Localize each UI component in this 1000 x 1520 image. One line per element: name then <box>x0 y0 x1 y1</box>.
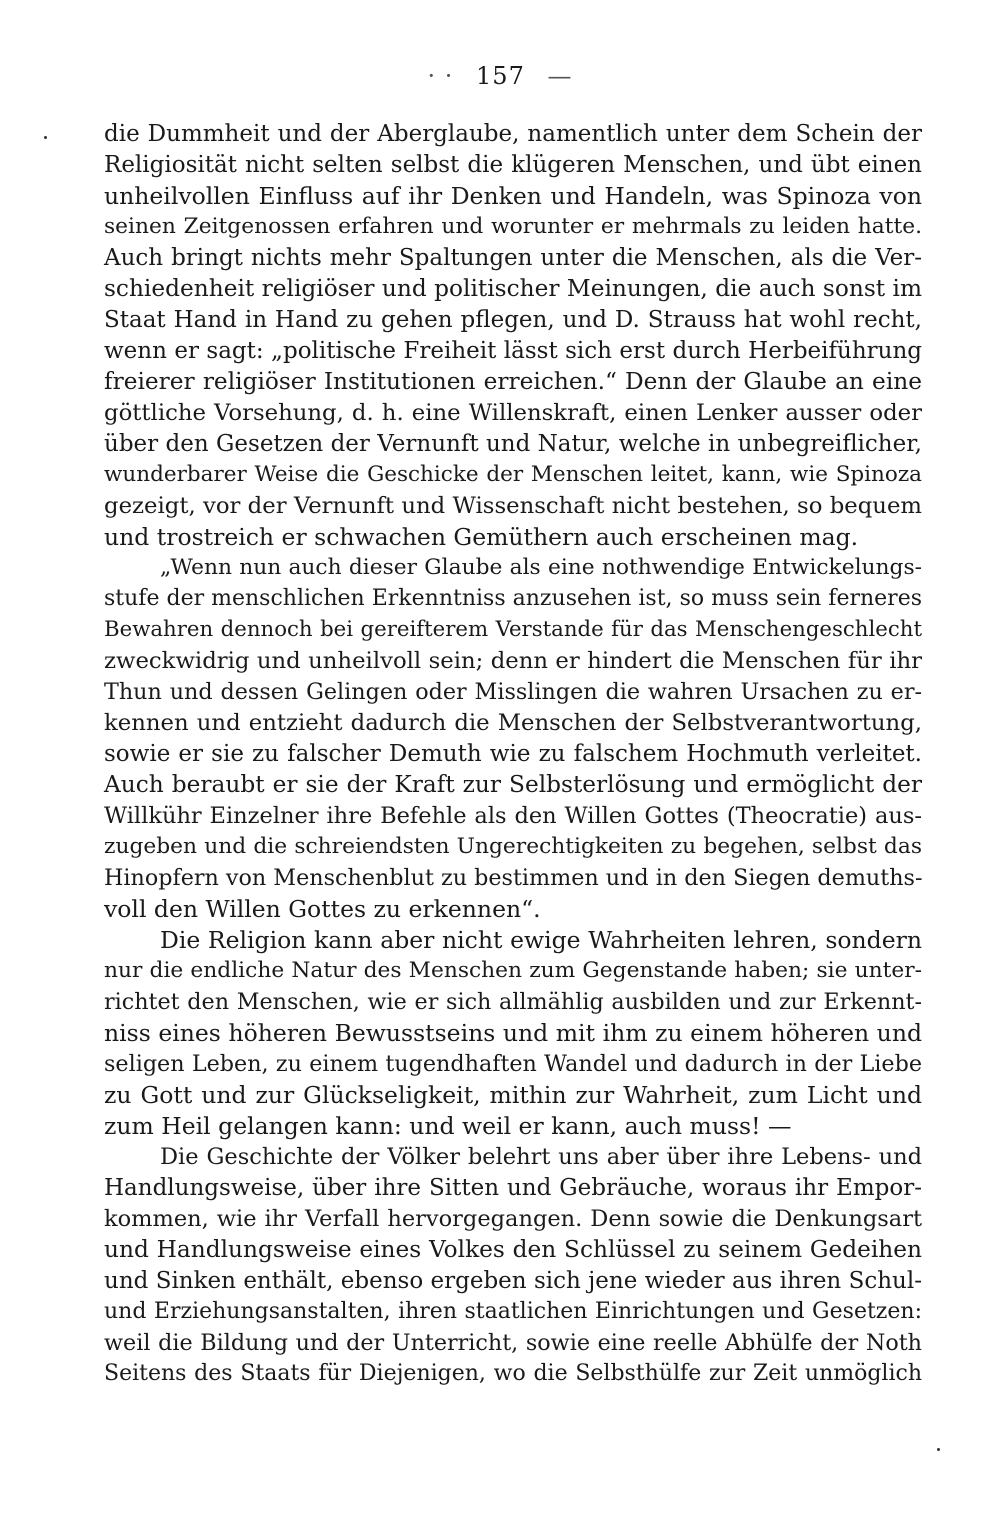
text-line: „Wenn nun auch dieser Glaube als eine nothwendige Entwickelungs- <box>160 555 922 580</box>
text-line: seligen Leben, zu einem tugendhaften Wandel und dadurch in der Liebe <box>104 1051 922 1077</box>
text-line: die Dummheit und der Aberglaube, namentlich unter dem Schein der <box>104 121 922 147</box>
text-line: und Erziehungsanstalten, ihren staatlichen Einrichtungen und Gesetzen: <box>104 1299 922 1324</box>
text-line: voll den Willen Gottes zu erkennen“. <box>104 895 541 923</box>
text-line: Seitens des Staats für Diejenigen, wo die Selbsthülfe zur Zeit unmöglich <box>104 1361 922 1386</box>
text-line: nur die endliche Natur des Menschen zum Gegenstande haben; sie unter- <box>104 958 922 983</box>
scan-speck <box>44 136 47 139</box>
text-line: Handlungsweise, über ihre Sitten und Gebräuche, woraus ihr Empor- <box>104 1175 922 1201</box>
text-line: unheilvollen Einfluss auf ihr Denken und Handeln, was Spinoza von <box>104 182 922 210</box>
header-dash-left: · · <box>427 62 454 90</box>
text-line: über den Gesetzen der Vernunft und Natur, welche in unbegreiflicher, <box>104 431 922 457</box>
text-line: Hinopfern von Menschenblut zu bestimmen und in den Siegen demuths- <box>104 865 923 891</box>
text-line: zu Gott und zur Glückseligkeit, mithin zur Wahrheit, zum Licht und <box>104 1081 922 1109</box>
text-line: zum Heil gelangen kann: und weil er kann, auch muss! — <box>104 1112 792 1140</box>
text-line: und Sinken enthält, ebenso ergeben sich jene wieder aus ihren Schul- <box>104 1268 922 1294</box>
text-line: Willkühr Einzelner ihre Befehle als den Willen Gottes (Theocratie) aus- <box>104 803 922 829</box>
text-line: Thun und dessen Gelingen oder Misslingen die wahren Ursachen zu er- <box>104 679 922 705</box>
text-line: Staat Hand in Hand zu gehen pflegen, und D. Strauss hat wohl recht, <box>104 307 922 333</box>
text-line: kennen und entzieht dadurch die Menschen der Selbstverantwortung, <box>104 710 922 736</box>
text-line: Die Geschichte der Völker belehrt uns aber über ihre Lebens- und <box>160 1144 922 1170</box>
text-line: wenn er sagt: „politische Freiheit lässt sich erst durch Herbeiführung <box>104 338 922 364</box>
text-line: freierer religiöser Institutionen erreichen.“ Denn der Glaube an eine <box>104 368 922 395</box>
text-line: Die Religion kann aber nicht ewige Wahrheiten lehren, sondern <box>160 926 922 954</box>
text-line: zweckwidrig und unheilvoll sein; denn er hindert die Menschen für ihr <box>104 648 922 674</box>
text-line: zugeben und die schreiendsten Ungerechtigkeiten zu begehen, selbst das <box>104 834 922 859</box>
text-line: Religiosität nicht selten selbst die klügeren Menschen, und übt einen <box>104 152 922 178</box>
text-line: Auch bringt nichts mehr Spaltungen unter die Menschen, als die Ver- <box>104 245 922 271</box>
scan-speck <box>937 1448 940 1451</box>
page-number: 157 <box>476 62 525 90</box>
text-line: göttliche Vorsehung, d. h. eine Willenskraft, einen Lenker ausser oder <box>104 400 922 426</box>
text-line: gezeigt, vor der Vernunft und Wissenschaft nicht bestehen, so bequem <box>104 493 922 519</box>
text-line: seinen Zeitgenossen erfahren und worunter er mehrmals zu leiden hatte. <box>104 214 922 239</box>
text-line: niss eines höheren Bewusstseins und mit ihm zu einem höheren und <box>104 1019 922 1047</box>
text-line: stufe der menschlichen Erkenntniss anzusehen ist, so muss sein ferneres <box>104 586 922 611</box>
text-line: richtet den Menschen, wie er sich allmählig ausbilden und zur Erkennt- <box>104 989 922 1015</box>
text-line: Bewahren dennoch bei gereifterem Verstande für das Menschengeschlecht <box>104 617 922 642</box>
header-dash-right: — <box>547 62 573 90</box>
text-line: sowie er sie zu falscher Demuth wie zu falschem Hochmuth verleitet. <box>104 741 922 767</box>
text-line: Auch beraubt er sie der Kraft zur Selbsterlösung und ermöglicht der <box>104 771 922 798</box>
text-line: wunderbarer Weise die Geschicke der Menschen leitet, kann, wie Spinoza <box>104 462 922 487</box>
text-line: und trostreich er schwachen Gemüthern auch erscheinen mag. <box>104 523 859 551</box>
text-line: kommen, wie ihr Verfall hervorgegangen. Denn sowie die Denkungsart <box>104 1206 922 1232</box>
text-line: schiedenheit religiöser und politischer Meinungen, die auch sonst im <box>104 275 922 302</box>
text-line: weil die Bildung und der Unterricht, sowie eine reelle Abhülfe der Noth <box>104 1330 922 1356</box>
page-header <box>0 62 1000 90</box>
text-line: und Handlungsweise eines Volkes den Schlüssel zu seinem Gedeihen <box>104 1236 922 1263</box>
